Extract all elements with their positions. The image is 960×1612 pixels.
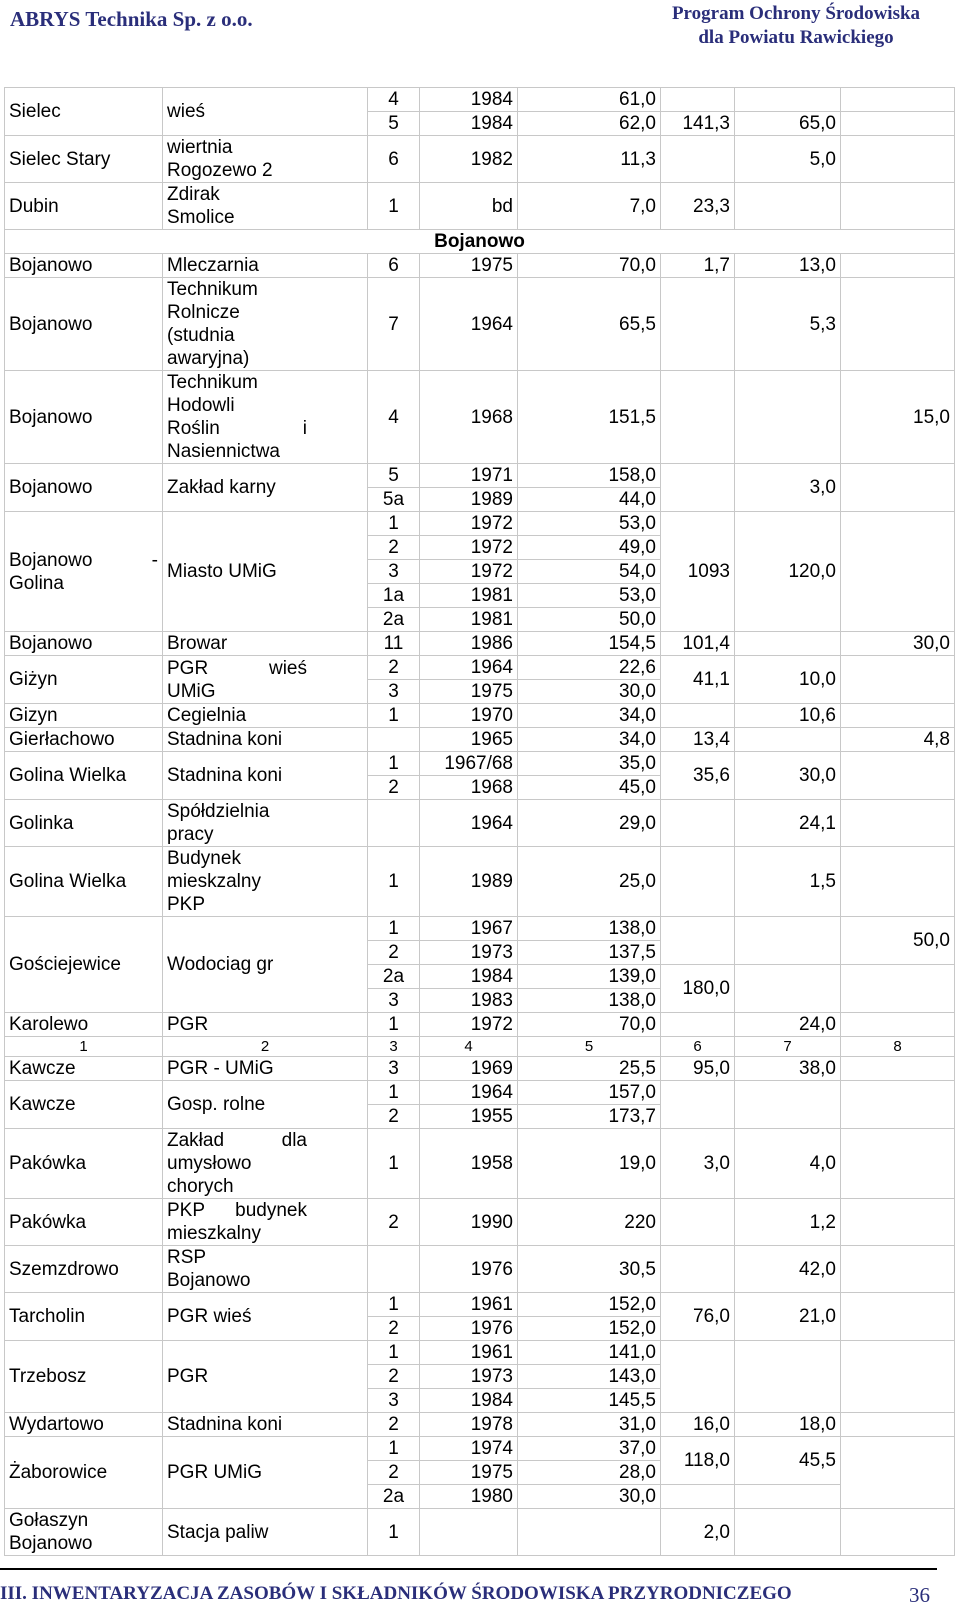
well-no-cell: 2: [368, 1413, 420, 1437]
well-no-cell: 3: [368, 1389, 420, 1413]
table-row: [5, 1341, 955, 1365]
value-cell: 145,5: [518, 1389, 661, 1413]
value-cell: 13,0: [735, 254, 841, 278]
value-cell: 44,0: [518, 488, 661, 512]
value-cell: 1093: [661, 512, 735, 632]
column-number: 8: [841, 1037, 955, 1057]
table-row: [5, 1081, 955, 1105]
year-cell: 1961: [420, 1341, 518, 1365]
well-no-cell: 1: [368, 917, 420, 941]
object-cell: Browar: [163, 632, 368, 656]
value-cell: 173,7: [518, 1105, 661, 1129]
column-number: 4: [420, 1037, 518, 1057]
table-row: [5, 1293, 955, 1317]
object-cell: Mleczarnia: [163, 254, 368, 278]
object-cell: Stacja paliw: [163, 1509, 368, 1556]
year-cell: 1968: [420, 371, 518, 464]
well-no-cell: 1: [368, 512, 420, 536]
value-cell: 141,0: [518, 1341, 661, 1365]
year-cell: 1976: [420, 1317, 518, 1341]
well-no-cell: 5: [368, 464, 420, 488]
table-row: [5, 728, 955, 752]
year-cell: 1964: [420, 1081, 518, 1105]
well-no-cell: 6: [368, 254, 420, 278]
well-no-cell: 1: [368, 1341, 420, 1365]
well-no-cell: 7: [368, 278, 420, 371]
object-cell: PKP budynek mieszkalny: [163, 1199, 368, 1246]
table-row: [5, 1437, 955, 1461]
year-cell: 1981: [420, 584, 518, 608]
table-row: [5, 1057, 955, 1081]
value-cell: 18,0: [735, 1413, 841, 1437]
year-cell: 1972: [420, 512, 518, 536]
year-cell: 1983: [420, 989, 518, 1013]
program-title: [646, 2, 946, 50]
table-row: [5, 1413, 955, 1437]
value-cell: 137,5: [518, 941, 661, 965]
value-cell: 53,0: [518, 512, 661, 536]
well-no-cell: 2a: [368, 1485, 420, 1509]
object-cell: Gosp. rolne: [163, 1081, 368, 1129]
well-no-cell: 4: [368, 88, 420, 112]
well-no-cell: 2: [368, 776, 420, 800]
value-cell: 38,0: [735, 1057, 841, 1081]
table-row: [5, 1246, 955, 1293]
table-row: [5, 917, 955, 941]
well-no-cell: 2: [368, 1105, 420, 1129]
well-no-cell: 1a: [368, 584, 420, 608]
locality-cell: Gizyn: [5, 704, 163, 728]
object-cell: wiertnia Rogozewo 2: [163, 136, 368, 183]
year-cell: 1973: [420, 1365, 518, 1389]
year-cell: 1990: [420, 1199, 518, 1246]
year-cell: 1981: [420, 608, 518, 632]
section-title: Bojanowo: [5, 230, 955, 254]
value-cell: 30,5: [518, 1246, 661, 1293]
object-cell: Zakład karny: [163, 464, 368, 512]
well-no-cell: 2: [368, 656, 420, 680]
value-cell: 4,0: [735, 1129, 841, 1199]
value-cell: 3,0: [661, 1129, 735, 1199]
table-row: [5, 464, 955, 488]
well-no-cell: 3: [368, 560, 420, 584]
locality-cell: Sielec: [5, 88, 163, 136]
well-no-cell: 1: [368, 183, 420, 230]
year-cell: 1984: [420, 88, 518, 112]
year-cell: 1986: [420, 632, 518, 656]
year-cell: 1974: [420, 1437, 518, 1461]
year-cell: bd: [420, 183, 518, 230]
value-cell: 70,0: [518, 254, 661, 278]
well-no-cell: 11: [368, 632, 420, 656]
value-cell: 29,0: [518, 800, 661, 847]
object-cell: Stadnina koni: [163, 752, 368, 800]
year-cell: 1969: [420, 1057, 518, 1081]
value-cell: 11,3: [518, 136, 661, 183]
column-number: 5: [518, 1037, 661, 1057]
wells-table: [4, 87, 955, 1556]
well-no-cell: 6: [368, 136, 420, 183]
value-cell: 25,0: [518, 847, 661, 917]
value-cell: 1,2: [735, 1199, 841, 1246]
value-cell: 13,4: [661, 728, 735, 752]
value-cell: 158,0: [518, 464, 661, 488]
locality-cell: Żaborowice: [5, 1437, 163, 1509]
value-cell: 151,5: [518, 371, 661, 464]
page-number: 36: [909, 1583, 930, 1607]
value-cell: 157,0: [518, 1081, 661, 1105]
value-cell: 138,0: [518, 917, 661, 941]
object-cell: Stadnina koni: [163, 728, 368, 752]
locality-cell: Szemzdrowo: [5, 1246, 163, 1293]
column-numbers-row: [5, 1037, 955, 1057]
year-cell: 1980: [420, 1485, 518, 1509]
locality-cell: Bojanowo: [5, 632, 163, 656]
value-cell: 50,0: [841, 917, 955, 965]
object-cell: PGR - UMiG: [163, 1057, 368, 1081]
value-cell: 23,3: [661, 183, 735, 230]
year-cell: 1984: [420, 1389, 518, 1413]
page-header: [0, 0, 960, 60]
table-row: [5, 656, 955, 680]
locality-cell: Gierłachowo: [5, 728, 163, 752]
well-no-cell: 5a: [368, 488, 420, 512]
table-row: [5, 278, 955, 371]
value-cell: 65,5: [518, 278, 661, 371]
value-cell: 19,0: [518, 1129, 661, 1199]
object-cell: Miasto UMiG: [163, 512, 368, 632]
value-cell: 143,0: [518, 1365, 661, 1389]
page-footer: [0, 1568, 960, 1612]
year-cell: 1972: [420, 536, 518, 560]
footer-divider: [0, 1568, 937, 1570]
object-cell: PGR UMiG: [163, 1437, 368, 1509]
value-cell: 31,0: [518, 1413, 661, 1437]
well-no-cell: 1: [368, 1293, 420, 1317]
value-cell: 152,0: [518, 1293, 661, 1317]
locality-cell: Gościejewice: [5, 917, 163, 1013]
object-cell: Technikum Hodowli Roślin i Nasiennictwa: [163, 371, 368, 464]
object-cell: PGR wieś UMiG: [163, 656, 368, 704]
value-cell: 45,5: [735, 1437, 841, 1485]
object-cell: wieś: [163, 88, 368, 136]
year-cell: 1975: [420, 1461, 518, 1485]
value-cell: 16,0: [661, 1413, 735, 1437]
value-cell: 34,0: [518, 728, 661, 752]
locality-cell: Pakówka: [5, 1129, 163, 1199]
object-cell: Cegielnia: [163, 704, 368, 728]
column-number: 1: [5, 1037, 163, 1057]
year-cell: 1973: [420, 941, 518, 965]
locality-cell: Tarcholin: [5, 1293, 163, 1341]
table-row: [5, 183, 955, 230]
column-number: 3: [368, 1037, 420, 1057]
locality-cell: Bojanowo: [5, 254, 163, 278]
value-cell: 2,0: [661, 1509, 735, 1556]
object-cell: PGR wieś: [163, 1293, 368, 1341]
locality-cell: Bojanowo: [5, 464, 163, 512]
table-row: [5, 752, 955, 776]
locality-cell: Giżyn: [5, 656, 163, 704]
year-cell: 1989: [420, 488, 518, 512]
table-row: [5, 512, 955, 536]
locality-cell: Trzebosz: [5, 1341, 163, 1413]
year-cell: 1965: [420, 728, 518, 752]
table-row: [5, 136, 955, 183]
table-row: [5, 1129, 955, 1199]
value-cell: 49,0: [518, 536, 661, 560]
object-cell: PGR: [163, 1013, 368, 1037]
locality-cell: Pakówka: [5, 1199, 163, 1246]
well-no-cell: 1: [368, 1013, 420, 1037]
year-cell: 1984: [420, 112, 518, 136]
well-no-cell: 2a: [368, 608, 420, 632]
value-cell: 24,0: [735, 1013, 841, 1037]
locality-cell: Sielec Stary: [5, 136, 163, 183]
year-cell: 1978: [420, 1413, 518, 1437]
year-cell: 1982: [420, 136, 518, 183]
value-cell: 15,0: [841, 371, 955, 464]
program-title-line1: Program Ochrony Środowiska: [671, 3, 921, 24]
well-no-cell: 2: [368, 1199, 420, 1246]
object-cell: Stadnina koni: [163, 1413, 368, 1437]
well-no-cell: 2a: [368, 965, 420, 989]
value-cell: 34,0: [518, 704, 661, 728]
well-no-cell: 3: [368, 989, 420, 1013]
well-no-cell: 2: [368, 1461, 420, 1485]
value-cell: 41,1: [661, 656, 735, 704]
year-cell: 1975: [420, 254, 518, 278]
value-cell: 53,0: [518, 584, 661, 608]
value-cell: 70,0: [518, 1013, 661, 1037]
object-cell: PGR: [163, 1341, 368, 1413]
well-no-cell: 3: [368, 680, 420, 704]
locality-cell: Golina Wielka: [5, 847, 163, 917]
value-cell: 154,5: [518, 632, 661, 656]
well-no-cell: 1: [368, 752, 420, 776]
year-cell: 1964: [420, 656, 518, 680]
value-cell: 25,5: [518, 1057, 661, 1081]
object-cell: Budynek mieskzalny PKP: [163, 847, 368, 917]
locality-cell: Bojanowo: [5, 278, 163, 371]
year-cell: 1955: [420, 1105, 518, 1129]
value-cell: 42,0: [735, 1246, 841, 1293]
object-cell: Wodociag gr: [163, 917, 368, 1013]
value-cell: 3,0: [735, 464, 841, 512]
locality-cell: Kawcze: [5, 1081, 163, 1129]
well-no-cell: 1: [368, 1437, 420, 1461]
company-name: ABRYS Technika Sp. z o.o.: [10, 7, 253, 31]
value-cell: 30,0: [735, 752, 841, 800]
value-cell: 5,3: [735, 278, 841, 371]
well-no-cell: 1: [368, 847, 420, 917]
object-cell: Technikum Rolnicze (studnia awaryjna): [163, 278, 368, 371]
year-cell: 1976: [420, 1246, 518, 1293]
year-cell: 1964: [420, 278, 518, 371]
locality-cell: Golinka: [5, 800, 163, 847]
table-row: [5, 1509, 955, 1556]
value-cell: 120,0: [735, 512, 841, 632]
value-cell: 139,0: [518, 965, 661, 989]
value-cell: 37,0: [518, 1437, 661, 1461]
value-cell: 30,0: [518, 1485, 661, 1509]
value-cell: 30,0: [841, 632, 955, 656]
value-cell: 61,0: [518, 88, 661, 112]
value-cell: 5,0: [735, 136, 841, 183]
year-cell: 1958: [420, 1129, 518, 1199]
value-cell: 1,7: [661, 254, 735, 278]
value-cell: 95,0: [661, 1057, 735, 1081]
well-no-cell: 2: [368, 536, 420, 560]
well-no-cell: 2: [368, 1365, 420, 1389]
year-cell: 1967/68: [420, 752, 518, 776]
table-row: [5, 632, 955, 656]
year-cell: 1972: [420, 1013, 518, 1037]
table-row: [5, 800, 955, 847]
value-cell: 152,0: [518, 1317, 661, 1341]
value-cell: 24,1: [735, 800, 841, 847]
locality-cell: Kawcze: [5, 1057, 163, 1081]
object-cell: RSP Bojanowo: [163, 1246, 368, 1293]
locality-cell: Bojanowo - Golina: [5, 512, 163, 632]
value-cell: 138,0: [518, 989, 661, 1013]
well-no-cell: 4: [368, 371, 420, 464]
well-no-cell: 1: [368, 1129, 420, 1199]
value-cell: 7,0: [518, 183, 661, 230]
column-number: 6: [661, 1037, 735, 1057]
value-cell: 180,0: [661, 965, 735, 1013]
year-cell: 1968: [420, 776, 518, 800]
well-no-cell: 1: [368, 1509, 420, 1556]
locality-cell: Karolewo: [5, 1013, 163, 1037]
column-number: 2: [163, 1037, 368, 1057]
value-cell: 10,0: [735, 656, 841, 704]
well-no-cell: 5: [368, 112, 420, 136]
well-no-cell: 2: [368, 941, 420, 965]
value-cell: 62,0: [518, 112, 661, 136]
chapter-title: III. INWENTARYZACJA ZASOBÓW I SKŁADNIKÓW ŚRODOWISKA PRZYRODNICZEGO: [0, 1583, 792, 1604]
well-no-cell: 2: [368, 1317, 420, 1341]
locality-cell: Golina Wielka: [5, 752, 163, 800]
value-cell: 220: [518, 1199, 661, 1246]
year-cell: 1975: [420, 680, 518, 704]
well-no-cell: 3: [368, 1057, 420, 1081]
value-cell: 4,8: [841, 728, 955, 752]
value-cell: 30,0: [518, 680, 661, 704]
year-cell: 1961: [420, 1293, 518, 1317]
locality-cell: Dubin: [5, 183, 163, 230]
value-cell: 22,6: [518, 656, 661, 680]
value-cell: 21,0: [735, 1293, 841, 1341]
year-cell: 1964: [420, 800, 518, 847]
section-row: [5, 230, 955, 254]
table-row: [5, 1013, 955, 1037]
year-cell: 1970: [420, 704, 518, 728]
object-cell: Spółdzielnia pracy: [163, 800, 368, 847]
year-cell: 1984: [420, 965, 518, 989]
value-cell: 54,0: [518, 560, 661, 584]
locality-cell: Gołaszyn Bojanowo: [5, 1509, 163, 1556]
table-row: [5, 847, 955, 917]
value-cell: 141,3: [661, 112, 735, 136]
table-row: [5, 704, 955, 728]
value-cell: 10,6: [735, 704, 841, 728]
table-row: [5, 1199, 955, 1246]
column-number: 7: [735, 1037, 841, 1057]
value-cell: 35,0: [518, 752, 661, 776]
program-title-line2: dla Powiatu Rawickiego: [698, 27, 894, 48]
object-cell: Zdirak Smolice: [163, 183, 368, 230]
value-cell: 45,0: [518, 776, 661, 800]
year-cell: 1989: [420, 847, 518, 917]
year-cell: 1972: [420, 560, 518, 584]
value-cell: 76,0: [661, 1293, 735, 1341]
year-cell: 1971: [420, 464, 518, 488]
table-row: [5, 371, 955, 464]
well-no-cell: 1: [368, 1081, 420, 1105]
locality-cell: Bojanowo: [5, 371, 163, 464]
locality-cell: Wydartowo: [5, 1413, 163, 1437]
year-cell: 1967: [420, 917, 518, 941]
table-row: [5, 88, 955, 112]
value-cell: 1,5: [735, 847, 841, 917]
value-cell: 35,6: [661, 752, 735, 800]
value-cell: 118,0: [661, 1437, 735, 1485]
object-cell: Zakład dla umysłowo chorych: [163, 1129, 368, 1199]
well-no-cell: 1: [368, 704, 420, 728]
value-cell: 50,0: [518, 608, 661, 632]
value-cell: 65,0: [735, 112, 841, 136]
value-cell: 28,0: [518, 1461, 661, 1485]
table-row: [5, 254, 955, 278]
value-cell: 101,4: [661, 632, 735, 656]
